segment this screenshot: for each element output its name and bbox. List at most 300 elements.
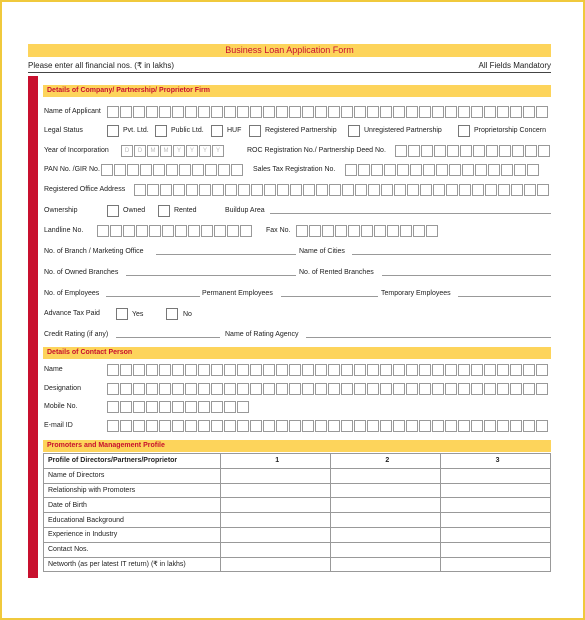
char-box[interactable]	[276, 364, 288, 376]
char-box[interactable]	[341, 383, 353, 395]
rented-branches-line[interactable]	[382, 275, 551, 276]
fax-boxes[interactable]	[296, 225, 439, 237]
permanent-employees-line[interactable]	[281, 296, 378, 297]
char-box[interactable]	[205, 164, 217, 176]
char-box[interactable]	[133, 364, 145, 376]
char-box[interactable]	[328, 364, 340, 376]
char-box[interactable]	[175, 225, 187, 237]
char-box[interactable]	[188, 225, 200, 237]
char-box[interactable]	[395, 145, 407, 157]
char-box[interactable]	[537, 184, 549, 196]
char-box[interactable]	[471, 106, 483, 118]
char-box[interactable]	[199, 184, 211, 196]
char-box[interactable]	[159, 106, 171, 118]
char-box[interactable]	[186, 184, 198, 196]
char-box[interactable]	[445, 383, 457, 395]
char-box[interactable]	[473, 145, 485, 157]
char-box[interactable]	[432, 364, 444, 376]
char-box[interactable]	[146, 401, 158, 413]
char-box[interactable]	[498, 184, 510, 196]
owned-checkbox[interactable]	[107, 205, 119, 217]
char-box[interactable]	[423, 164, 435, 176]
char-box[interactable]	[160, 184, 172, 196]
temporary-employees-line[interactable]	[458, 296, 551, 297]
char-box[interactable]	[303, 184, 315, 196]
char-box[interactable]	[406, 364, 418, 376]
char-box[interactable]	[458, 420, 470, 432]
char-box[interactable]	[263, 383, 275, 395]
char-box[interactable]	[536, 383, 548, 395]
contact-name-boxes[interactable]	[107, 364, 549, 376]
char-box[interactable]	[511, 184, 523, 196]
char-box[interactable]	[224, 420, 236, 432]
char-box[interactable]	[201, 225, 213, 237]
char-box[interactable]	[523, 420, 535, 432]
huf-checkbox[interactable]	[211, 125, 223, 137]
unregistered-partnership-checkbox[interactable]	[348, 125, 360, 137]
char-box[interactable]	[459, 184, 471, 196]
char-box[interactable]	[380, 383, 392, 395]
char-box[interactable]	[316, 184, 328, 196]
table-cell[interactable]	[330, 527, 441, 542]
char-box[interactable]	[484, 106, 496, 118]
char-box[interactable]	[107, 383, 119, 395]
char-box[interactable]	[185, 364, 197, 376]
char-box[interactable]	[172, 383, 184, 395]
char-box[interactable]	[198, 106, 210, 118]
table-cell[interactable]	[330, 557, 441, 572]
char-box[interactable]	[211, 401, 223, 413]
char-box[interactable]	[471, 364, 483, 376]
char-box[interactable]	[348, 225, 360, 237]
char-box[interactable]	[263, 364, 275, 376]
char-box[interactable]	[486, 145, 498, 157]
table-cell[interactable]	[441, 513, 551, 528]
char-box[interactable]	[173, 184, 185, 196]
char-box[interactable]	[114, 164, 126, 176]
char-box[interactable]	[250, 106, 262, 118]
char-box[interactable]	[289, 383, 301, 395]
char-box[interactable]	[309, 225, 321, 237]
table-cell[interactable]	[441, 468, 551, 483]
char-box[interactable]	[367, 106, 379, 118]
table-cell[interactable]	[220, 513, 330, 528]
char-box[interactable]	[276, 383, 288, 395]
char-box[interactable]	[101, 164, 113, 176]
char-box[interactable]	[224, 383, 236, 395]
char-box[interactable]	[462, 164, 474, 176]
char-box[interactable]	[315, 364, 327, 376]
char-box[interactable]	[354, 420, 366, 432]
char-box[interactable]	[110, 225, 122, 237]
char-box[interactable]	[393, 420, 405, 432]
char-box[interactable]	[162, 225, 174, 237]
char-box[interactable]	[240, 225, 252, 237]
char-box[interactable]	[211, 106, 223, 118]
char-box[interactable]	[538, 145, 550, 157]
char-box[interactable]	[264, 184, 276, 196]
table-cell[interactable]	[220, 527, 330, 542]
char-box[interactable]	[406, 420, 418, 432]
char-box[interactable]	[179, 164, 191, 176]
char-box[interactable]	[445, 106, 457, 118]
char-box[interactable]	[488, 164, 500, 176]
char-box[interactable]	[227, 225, 239, 237]
char-box[interactable]	[136, 225, 148, 237]
registered-partnership-checkbox[interactable]	[249, 125, 261, 137]
char-box[interactable]	[510, 364, 522, 376]
char-box[interactable]	[484, 364, 496, 376]
char-box[interactable]	[159, 383, 171, 395]
public-ltd-checkbox[interactable]	[155, 125, 167, 137]
char-box[interactable]	[374, 225, 386, 237]
buildup-area-line[interactable]	[270, 213, 551, 214]
char-box[interactable]	[146, 383, 158, 395]
table-cell[interactable]	[330, 542, 441, 557]
landline-boxes[interactable]	[97, 225, 253, 237]
char-box[interactable]	[361, 225, 373, 237]
char-box[interactable]	[185, 401, 197, 413]
char-box[interactable]	[133, 106, 145, 118]
char-box[interactable]	[237, 364, 249, 376]
char-box[interactable]	[384, 164, 396, 176]
roc-boxes[interactable]	[395, 145, 551, 157]
char-box[interactable]	[146, 420, 158, 432]
char-box[interactable]	[107, 420, 119, 432]
date-char-box[interactable]: Y	[199, 145, 211, 157]
rented-checkbox[interactable]	[158, 205, 170, 217]
char-box[interactable]	[367, 383, 379, 395]
char-box[interactable]	[358, 164, 370, 176]
char-box[interactable]	[400, 225, 412, 237]
char-box[interactable]	[107, 364, 119, 376]
char-box[interactable]	[510, 420, 522, 432]
char-box[interactable]	[185, 106, 197, 118]
char-box[interactable]	[172, 420, 184, 432]
char-box[interactable]	[328, 420, 340, 432]
table-cell[interactable]	[330, 498, 441, 513]
char-box[interactable]	[406, 106, 418, 118]
table-cell[interactable]	[220, 498, 330, 513]
char-box[interactable]	[449, 164, 461, 176]
char-box[interactable]	[328, 383, 340, 395]
char-box[interactable]	[159, 364, 171, 376]
char-box[interactable]	[472, 184, 484, 196]
char-box[interactable]	[237, 383, 249, 395]
char-box[interactable]	[341, 364, 353, 376]
table-cell[interactable]	[441, 542, 551, 557]
table-cell[interactable]	[220, 557, 330, 572]
char-box[interactable]	[172, 364, 184, 376]
char-box[interactable]	[211, 364, 223, 376]
char-box[interactable]	[501, 164, 513, 176]
char-box[interactable]	[485, 184, 497, 196]
char-box[interactable]	[322, 225, 334, 237]
char-box[interactable]	[497, 106, 509, 118]
char-box[interactable]	[380, 420, 392, 432]
mobile-boxes[interactable]	[107, 401, 250, 413]
char-box[interactable]	[120, 420, 132, 432]
char-box[interactable]	[524, 184, 536, 196]
char-box[interactable]	[153, 164, 165, 176]
char-box[interactable]	[120, 106, 132, 118]
char-box[interactable]	[367, 420, 379, 432]
cities-line[interactable]	[352, 254, 551, 255]
char-box[interactable]	[458, 364, 470, 376]
char-box[interactable]	[251, 184, 263, 196]
char-box[interactable]	[329, 184, 341, 196]
char-box[interactable]	[434, 145, 446, 157]
char-box[interactable]	[198, 420, 210, 432]
char-box[interactable]	[458, 106, 470, 118]
char-box[interactable]	[250, 383, 262, 395]
table-cell[interactable]	[441, 498, 551, 513]
char-box[interactable]	[231, 164, 243, 176]
char-box[interactable]	[172, 401, 184, 413]
char-box[interactable]	[302, 364, 314, 376]
owned-branches-line[interactable]	[126, 275, 296, 276]
char-box[interactable]	[536, 420, 548, 432]
char-box[interactable]	[120, 383, 132, 395]
char-box[interactable]	[211, 383, 223, 395]
char-box[interactable]	[527, 164, 539, 176]
char-box[interactable]	[371, 164, 383, 176]
char-box[interactable]	[354, 364, 366, 376]
char-box[interactable]	[436, 164, 448, 176]
char-box[interactable]	[289, 420, 301, 432]
char-box[interactable]	[433, 184, 445, 196]
date-char-box[interactable]: Y	[173, 145, 185, 157]
char-box[interactable]	[302, 383, 314, 395]
char-box[interactable]	[214, 225, 226, 237]
advance-tax-no-checkbox[interactable]	[166, 308, 178, 320]
branch-line[interactable]	[156, 254, 296, 255]
advance-tax-yes-checkbox[interactable]	[116, 308, 128, 320]
char-box[interactable]	[237, 401, 249, 413]
char-box[interactable]	[420, 184, 432, 196]
table-cell[interactable]	[330, 468, 441, 483]
char-box[interactable]	[499, 145, 511, 157]
char-box[interactable]	[107, 401, 119, 413]
char-box[interactable]	[446, 184, 458, 196]
char-box[interactable]	[510, 383, 522, 395]
char-box[interactable]	[198, 401, 210, 413]
char-box[interactable]	[410, 164, 422, 176]
char-box[interactable]	[432, 420, 444, 432]
char-box[interactable]	[224, 364, 236, 376]
char-box[interactable]	[407, 184, 419, 196]
char-box[interactable]	[225, 184, 237, 196]
table-cell[interactable]	[441, 557, 551, 572]
char-box[interactable]	[237, 106, 249, 118]
char-box[interactable]	[393, 383, 405, 395]
char-box[interactable]	[523, 383, 535, 395]
char-box[interactable]	[290, 184, 302, 196]
char-box[interactable]	[263, 420, 275, 432]
char-box[interactable]	[289, 106, 301, 118]
char-box[interactable]	[432, 383, 444, 395]
employees-line[interactable]	[106, 296, 200, 297]
char-box[interactable]	[159, 420, 171, 432]
char-box[interactable]	[536, 364, 548, 376]
char-box[interactable]	[166, 164, 178, 176]
table-cell[interactable]	[220, 542, 330, 557]
office-address-boxes[interactable]	[134, 184, 550, 196]
char-box[interactable]	[192, 164, 204, 176]
char-box[interactable]	[341, 106, 353, 118]
char-box[interactable]	[367, 364, 379, 376]
year-incorporation-boxes[interactable]	[121, 145, 225, 157]
date-char-box[interactable]: Y	[212, 145, 224, 157]
rating-agency-line[interactable]	[306, 337, 551, 338]
char-box[interactable]	[394, 184, 406, 196]
char-box[interactable]	[224, 401, 236, 413]
char-box[interactable]	[185, 420, 197, 432]
char-box[interactable]	[354, 383, 366, 395]
char-box[interactable]	[514, 164, 526, 176]
char-box[interactable]	[380, 106, 392, 118]
char-box[interactable]	[523, 106, 535, 118]
pan-boxes[interactable]	[101, 164, 244, 176]
char-box[interactable]	[133, 401, 145, 413]
char-box[interactable]	[419, 106, 431, 118]
char-box[interactable]	[497, 383, 509, 395]
char-box[interactable]	[380, 364, 392, 376]
char-box[interactable]	[497, 364, 509, 376]
char-box[interactable]	[123, 225, 135, 237]
table-cell[interactable]	[330, 513, 441, 528]
pvt-ltd-checkbox[interactable]	[107, 125, 119, 137]
char-box[interactable]	[146, 364, 158, 376]
email-boxes[interactable]	[107, 420, 549, 432]
char-box[interactable]	[484, 383, 496, 395]
char-box[interactable]	[198, 364, 210, 376]
char-box[interactable]	[471, 383, 483, 395]
char-box[interactable]	[133, 383, 145, 395]
applicant-name-boxes[interactable]	[107, 106, 549, 118]
char-box[interactable]	[525, 145, 537, 157]
char-box[interactable]	[421, 145, 433, 157]
char-box[interactable]	[218, 164, 230, 176]
char-box[interactable]	[397, 164, 409, 176]
char-box[interactable]	[471, 420, 483, 432]
char-box[interactable]	[381, 184, 393, 196]
char-box[interactable]	[302, 106, 314, 118]
char-box[interactable]	[408, 145, 420, 157]
char-box[interactable]	[250, 364, 262, 376]
char-box[interactable]	[447, 145, 459, 157]
char-box[interactable]	[393, 106, 405, 118]
char-box[interactable]	[238, 184, 250, 196]
char-box[interactable]	[484, 420, 496, 432]
char-box[interactable]	[134, 184, 146, 196]
char-box[interactable]	[211, 420, 223, 432]
char-box[interactable]	[237, 420, 249, 432]
char-box[interactable]	[355, 184, 367, 196]
char-box[interactable]	[146, 106, 158, 118]
table-cell[interactable]	[441, 527, 551, 542]
char-box[interactable]	[133, 420, 145, 432]
char-box[interactable]	[120, 401, 132, 413]
char-box[interactable]	[263, 106, 275, 118]
char-box[interactable]	[413, 225, 425, 237]
char-box[interactable]	[475, 164, 487, 176]
char-box[interactable]	[445, 364, 457, 376]
date-char-box[interactable]: M	[147, 145, 159, 157]
char-box[interactable]	[315, 383, 327, 395]
char-box[interactable]	[315, 420, 327, 432]
char-box[interactable]	[510, 106, 522, 118]
date-char-box[interactable]: D	[121, 145, 133, 157]
char-box[interactable]	[432, 106, 444, 118]
char-box[interactable]	[536, 106, 548, 118]
char-box[interactable]	[212, 184, 224, 196]
char-box[interactable]	[419, 420, 431, 432]
char-box[interactable]	[276, 106, 288, 118]
char-box[interactable]	[107, 106, 119, 118]
char-box[interactable]	[97, 225, 109, 237]
char-box[interactable]	[342, 184, 354, 196]
designation-boxes[interactable]	[107, 383, 549, 395]
char-box[interactable]	[120, 364, 132, 376]
char-box[interactable]	[159, 401, 171, 413]
table-cell[interactable]	[220, 468, 330, 483]
char-box[interactable]	[460, 145, 472, 157]
char-box[interactable]	[523, 364, 535, 376]
date-char-box[interactable]: M	[160, 145, 172, 157]
char-box[interactable]	[497, 420, 509, 432]
char-box[interactable]	[512, 145, 524, 157]
char-box[interactable]	[172, 106, 184, 118]
table-cell[interactable]	[441, 483, 551, 498]
char-box[interactable]	[198, 383, 210, 395]
table-cell[interactable]	[330, 483, 441, 498]
char-box[interactable]	[345, 164, 357, 176]
char-box[interactable]	[368, 184, 380, 196]
char-box[interactable]	[419, 364, 431, 376]
sales-tax-boxes[interactable]	[345, 164, 540, 176]
char-box[interactable]	[406, 383, 418, 395]
table-cell[interactable]	[220, 483, 330, 498]
char-box[interactable]	[277, 184, 289, 196]
credit-rating-line[interactable]	[116, 337, 220, 338]
date-char-box[interactable]: Y	[186, 145, 198, 157]
char-box[interactable]	[354, 106, 366, 118]
char-box[interactable]	[289, 364, 301, 376]
char-box[interactable]	[393, 364, 405, 376]
char-box[interactable]	[419, 383, 431, 395]
char-box[interactable]	[341, 420, 353, 432]
char-box[interactable]	[328, 106, 340, 118]
char-box[interactable]	[426, 225, 438, 237]
char-box[interactable]	[315, 106, 327, 118]
char-box[interactable]	[250, 420, 262, 432]
char-box[interactable]	[224, 106, 236, 118]
char-box[interactable]	[302, 420, 314, 432]
char-box[interactable]	[296, 225, 308, 237]
char-box[interactable]	[387, 225, 399, 237]
char-box[interactable]	[276, 420, 288, 432]
date-char-box[interactable]: D	[134, 145, 146, 157]
char-box[interactable]	[140, 164, 152, 176]
char-box[interactable]	[335, 225, 347, 237]
char-box[interactable]	[127, 164, 139, 176]
char-box[interactable]	[147, 184, 159, 196]
char-box[interactable]	[185, 383, 197, 395]
proprietorship-checkbox[interactable]	[458, 125, 470, 137]
char-box[interactable]	[149, 225, 161, 237]
char-box[interactable]	[458, 383, 470, 395]
